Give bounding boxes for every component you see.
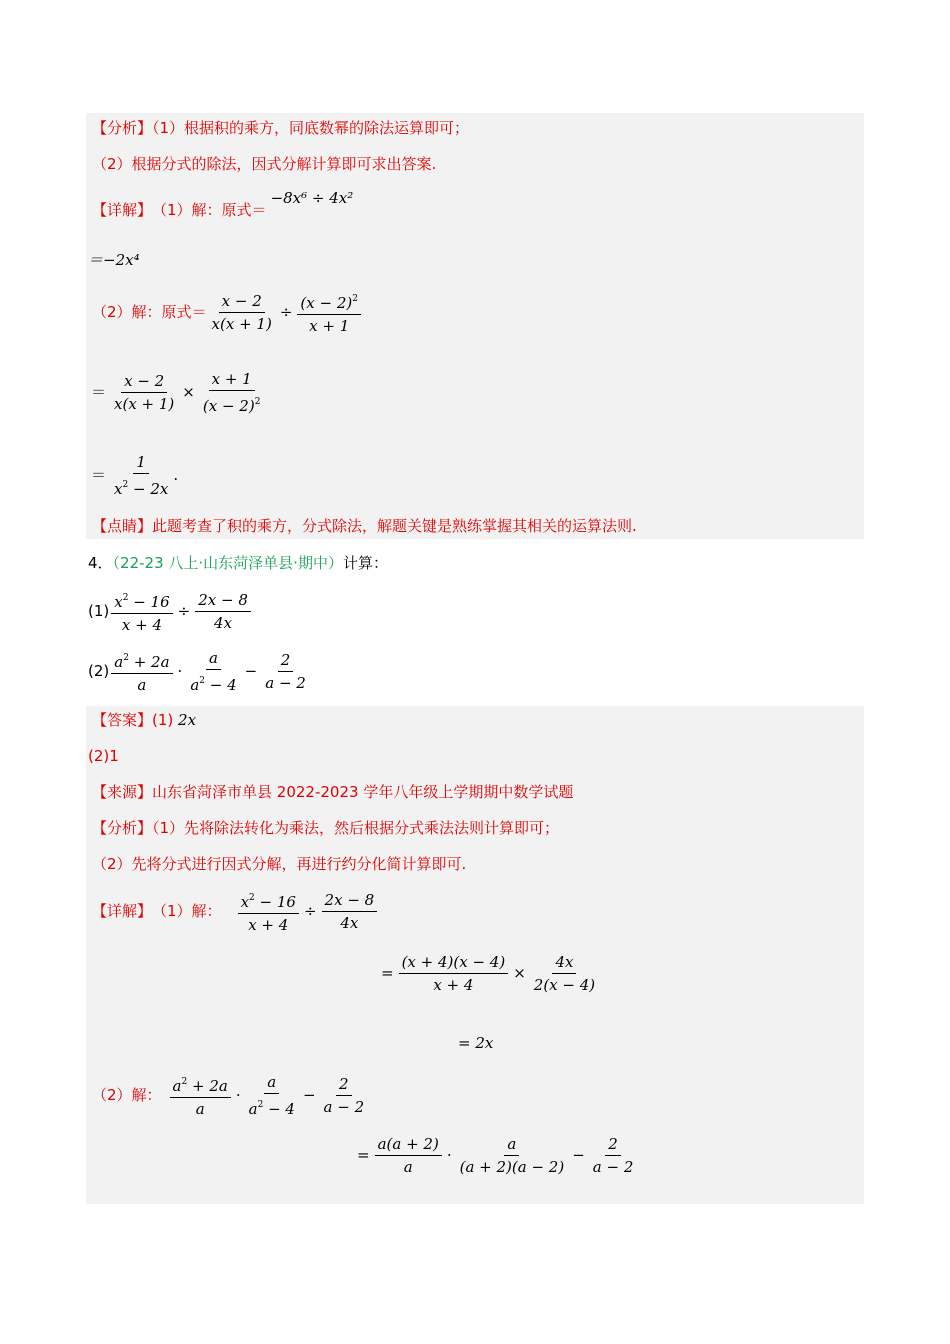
detail-step-3 <box>88 452 178 498</box>
question-4-header <box>88 553 388 573</box>
answer-line-2 <box>88 746 119 766</box>
analysis-tag: 【分析】 <box>92 119 153 137</box>
detail-tag: 【详解】 <box>92 201 153 219</box>
answer-tag: 【答案】 <box>92 711 153 729</box>
detail-line-2 <box>92 288 363 336</box>
formula: ＝−2x⁴ <box>88 251 140 269</box>
detail-step-2 <box>88 368 265 416</box>
question-part-1 <box>88 588 253 634</box>
formula: = $\frac{(x + 4)(x - 4)}{x + 4}$ × $\frac{4x}{2(x - 4)}$ <box>381 952 596 994</box>
answer-line-1 <box>92 710 196 730</box>
question-source: （22-23 八上·山东菏泽单县·期中） <box>112 554 343 572</box>
analysis-text: （2）根据分式的除法，因式分解计算即可求出答案. <box>92 155 437 173</box>
detail-line-1 <box>92 888 379 934</box>
formula: $a^2 + 2a$ a · a $a^2 - 4$ − $\frac{2}{a - 2}$ <box>168 1074 370 1117</box>
analysis-text: （1）根据积的乘方，同底数幂的除法运算即可； <box>152 119 470 137</box>
formula: ＝ $\frac{x - 2}{x(x + 1)}$ × $\frac{x + 1}{(x - 2)^2}$ <box>91 369 261 415</box>
comment-tag: 【点睛】 <box>92 517 153 535</box>
analysis-line-2 <box>92 854 466 874</box>
analysis-text: （2）先将分式进行因式分解，再进行约分化简计算即可. <box>92 855 467 873</box>
detail-tag: 【详解】 <box>92 902 153 920</box>
source-text: 山东省菏泽市单县 2022-2023 学年八年级上学期期中数学试题 <box>152 783 574 801</box>
detail-result-1 <box>458 1033 493 1053</box>
formula: $\frac{x - 2}{x(x + 1)}$ ÷ $\frac{(x - 2)^2}{x + 1}$ <box>207 291 363 334</box>
detail-line-1 <box>92 190 353 230</box>
formula: $a^2 + 2a$ a · a $a^2 - 4$ − $\frac{2}{a - 2}$ <box>109 650 311 693</box>
detail-line-2 <box>92 1072 369 1118</box>
analysis-text: （1）先将除法转化为乘法，然后根据分式乘法法则计算即可； <box>152 819 560 837</box>
analysis-line-2 <box>92 154 436 174</box>
source-tag: 【来源】 <box>92 783 153 801</box>
formula: = $\frac{a(a + 2)}{a}$ · a (a + 2)(a − 2) − $\frac{2}{a - 2}$ <box>357 1134 634 1176</box>
detail-step-1 <box>378 948 600 998</box>
question-prompt: 计算： <box>342 554 388 572</box>
comment-text: 此题考查了积的乘方，分式除法，解题关键是熟练掌握其相关的运算法则. <box>152 517 637 535</box>
question-number: 4． <box>88 554 113 572</box>
part-label: (2) <box>88 662 110 680</box>
formula: 2x <box>178 711 197 729</box>
detail-step-2 <box>354 1130 638 1180</box>
formula: $\frac{x^2 - 16}{x + 4}$ ÷ $\frac{2x - 8}{4x}$ <box>236 890 380 933</box>
formula: = 2x <box>458 1034 494 1052</box>
formula: $\frac{x^2 - 16}{x + 4}$ ÷ $\frac{2x - 8}{4x}$ <box>109 590 253 633</box>
comment-line <box>92 516 637 536</box>
analysis-line-1 <box>92 118 469 138</box>
formula: ＝ 1 $x^2 - 2x$ . <box>91 452 179 498</box>
detail-prefix: （2）解： <box>92 1086 162 1104</box>
source-line <box>92 782 573 802</box>
formula: −8x⁶ ÷ 4x² <box>270 189 354 207</box>
detail-prefix: （2）解：原式＝ <box>92 303 207 321</box>
analysis-line-1 <box>92 818 559 838</box>
detail-prefix: （1）解：原式＝ <box>152 201 267 219</box>
question-part-2 <box>88 648 311 694</box>
answer-text: (2)1 <box>88 747 119 765</box>
answer-label: (1) <box>152 711 174 729</box>
part-label: (1) <box>88 602 110 620</box>
detail-prefix: （1）解： <box>152 902 222 920</box>
analysis-tag: 【分析】 <box>92 819 153 837</box>
detail-result-1 <box>88 250 140 270</box>
